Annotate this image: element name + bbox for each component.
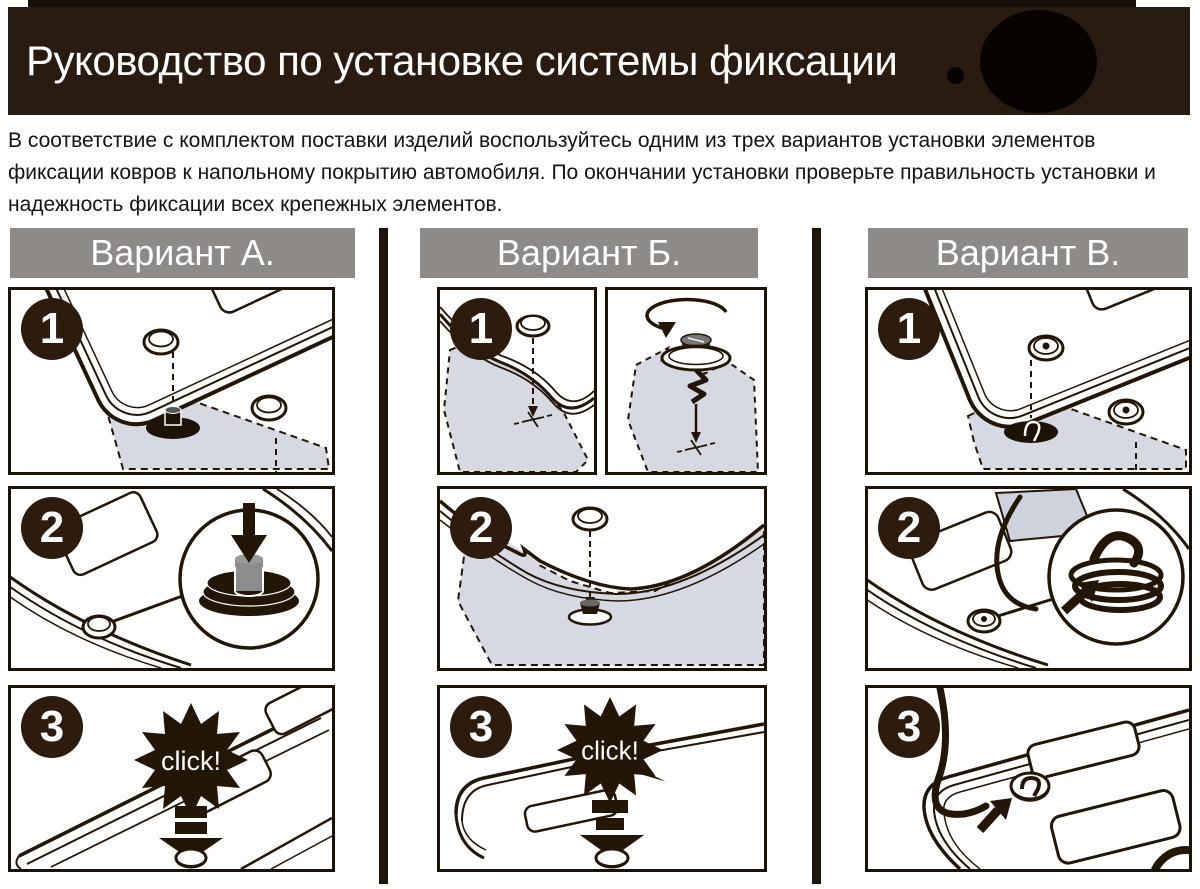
panel-c-step-2 xyxy=(865,486,1192,671)
column-divider xyxy=(379,228,388,884)
mat-button-fastener-icon xyxy=(573,508,607,530)
step-badge: 1 xyxy=(450,298,512,360)
panel-b-step-2 xyxy=(437,486,767,671)
step-badge: 2 xyxy=(878,497,940,559)
click-label: click! xyxy=(581,735,639,766)
mat-button-fastener-icon xyxy=(517,316,549,336)
variant-b-header: Вариант Б. xyxy=(420,228,758,278)
panel-a-step-1 xyxy=(8,287,335,475)
magnifier-partial-circle xyxy=(1152,850,1189,869)
redacted-logo-icon xyxy=(980,10,1097,113)
floor-hook-base-icon xyxy=(1004,421,1058,443)
step-badge: 3 xyxy=(450,696,512,758)
rotate-arrow-icon xyxy=(647,300,726,338)
variant-c-header: Вариант В. xyxy=(868,228,1188,278)
panel-a-step-3 xyxy=(8,685,335,872)
step-badge: 3 xyxy=(21,696,83,758)
panel-b-step-1-left xyxy=(437,287,597,475)
intro-paragraph: В соответствие с комплектом поставки изделий воспользуйтесь одним из трех вариантов установки элементов фиксации ковров к напольному покрытию автомобиля. По окончании установки проверьте правильность установки и надежность фиксации всех крепежных элементов. xyxy=(8,129,1156,216)
mat-eyelet-fastener-icon xyxy=(968,610,1000,632)
panel-c-step-1 xyxy=(865,287,1192,475)
illustration-b1-screw-fastener xyxy=(608,290,764,472)
mat-eyelet-fastener-icon xyxy=(1029,336,1063,360)
mat-button-fastener-icon xyxy=(144,330,178,354)
mat-button-fastener-icon xyxy=(252,396,286,420)
panel-b-step-1-right xyxy=(605,287,767,475)
mat-button-fastener-icon xyxy=(596,849,628,867)
click-label: click! xyxy=(161,746,221,776)
step-badge: 3 xyxy=(878,696,940,758)
strap-curve xyxy=(935,688,986,814)
mat-hole xyxy=(1049,788,1182,865)
page-title: Руководство по установке системы фиксации xyxy=(26,37,898,84)
step-badge: 2 xyxy=(450,497,512,559)
scan-edge-strip xyxy=(28,0,1136,7)
step-badge: 1 xyxy=(21,298,83,360)
panel-b-step-3 xyxy=(437,685,767,872)
mat-hole xyxy=(1026,720,1141,780)
screw-fastener-icon xyxy=(662,334,730,370)
eyelet-with-hook-icon xyxy=(1011,773,1049,801)
mat-button-fastener-icon xyxy=(83,616,115,638)
column-divider xyxy=(812,228,821,884)
mat-eyelet-fastener-icon xyxy=(1109,400,1143,424)
mat-button-fastener-icon xyxy=(176,849,206,867)
step-badge: 2 xyxy=(21,497,83,559)
click-starburst-icon xyxy=(557,697,666,803)
step-badge: 1 xyxy=(878,298,940,360)
variant-a-header: Вариант А. xyxy=(10,228,355,278)
panel-a-step-2 xyxy=(8,486,335,671)
panel-c-step-3 xyxy=(865,685,1192,872)
